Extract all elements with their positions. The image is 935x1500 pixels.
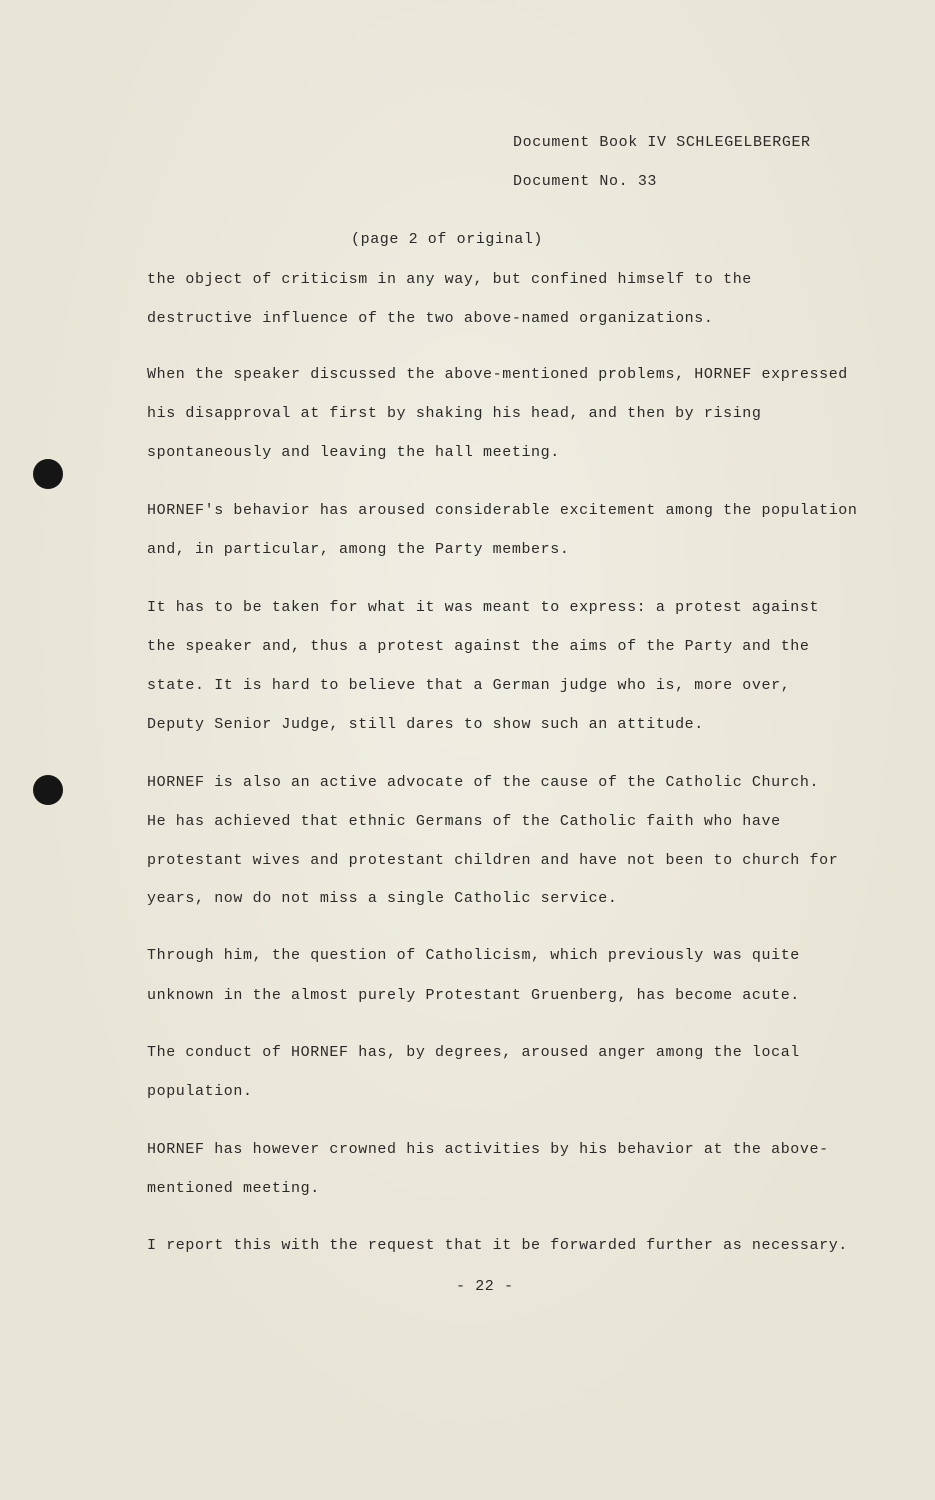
body-line: Deputy Senior Judge, still dares to show such an attitude. xyxy=(147,716,704,733)
punch-hole xyxy=(33,775,63,805)
page-number: - 22 - xyxy=(456,1278,514,1295)
document-number: Document No. 33 xyxy=(513,173,658,190)
body-line: spontaneously and leaving the hall meeting. xyxy=(147,444,560,461)
body-line: unknown in the almost purely Protestant Gruenberg, has become acute. xyxy=(147,987,800,1004)
body-line: population. xyxy=(147,1083,253,1100)
body-line: the speaker and, thus a protest against the aims of the Party and the xyxy=(147,638,810,655)
body-line: He has achieved that ethnic Germans of the Catholic faith who have xyxy=(147,813,781,830)
body-line: the object of criticism in any way, but confined himself to the xyxy=(147,271,752,288)
body-line: and, in particular, among the Party members. xyxy=(147,541,570,558)
body-line: destructive influence of the two above-named organizations. xyxy=(147,310,714,327)
body-line: HORNEF's behavior has aroused considerable excitement among the population xyxy=(147,502,858,519)
page-reference: (page 2 of original) xyxy=(351,231,544,248)
body-line: years, now do not miss a single Catholic service. xyxy=(147,890,618,907)
body-line: HORNEF is also an active advocate of the cause of the Catholic Church. xyxy=(147,774,820,791)
body-line: Through him, the question of Catholicism, which previously was quite xyxy=(147,947,800,964)
body-line: state. It is hard to believe that a German judge who is, more over, xyxy=(147,677,791,694)
body-line: The conduct of HORNEF has, by degrees, aroused anger among the local xyxy=(147,1044,800,1061)
body-line: HORNEF has however crowned his activities by his behavior at the above- xyxy=(147,1141,829,1158)
body-line: When the speaker discussed the above-mentioned problems, HORNEF expressed xyxy=(147,366,848,383)
body-line: his disapproval at first by shaking his head, and then by rising xyxy=(147,405,762,422)
body-line: It has to be taken for what it was meant to express: a protest against xyxy=(147,599,820,616)
body-line: I report this with the request that it be forwarded further as necessary. xyxy=(147,1237,848,1254)
document-book-header: Document Book IV SCHLEGELBERGER xyxy=(513,134,811,151)
body-line: mentioned meeting. xyxy=(147,1180,320,1197)
punch-hole xyxy=(33,459,63,489)
body-line: protestant wives and protestant children and have not been to church for xyxy=(147,852,839,869)
